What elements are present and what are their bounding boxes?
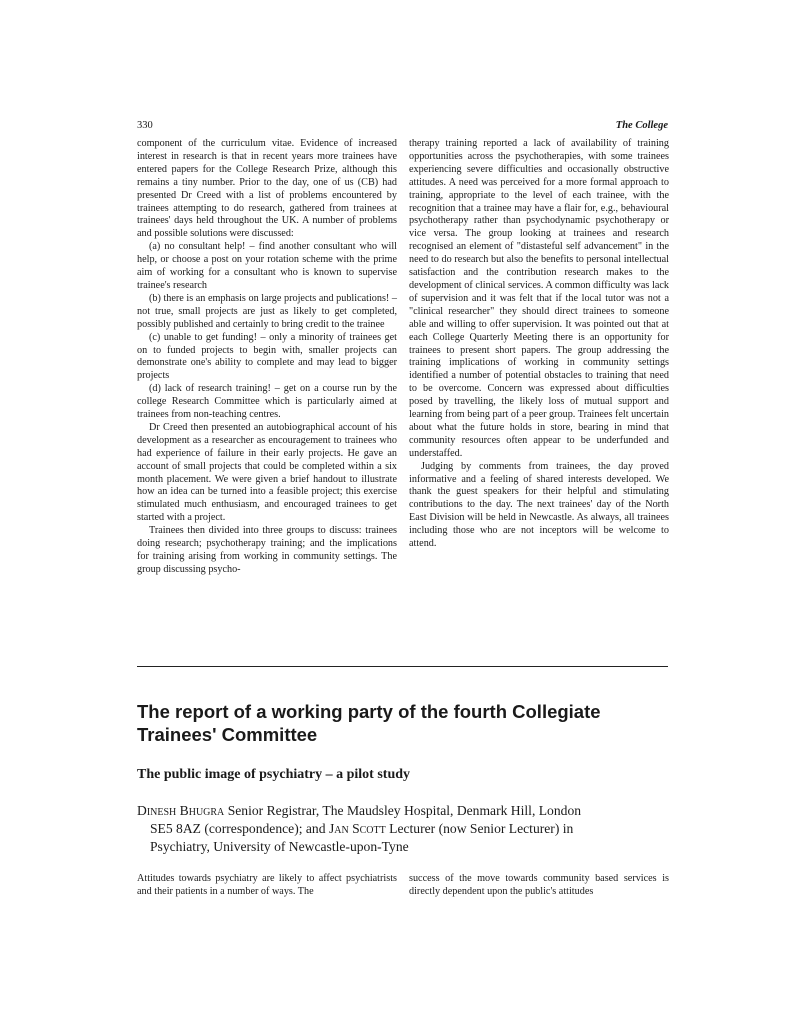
section-divider [137,666,668,667]
page-number: 330 [137,120,153,131]
paragraph: Dr Creed then presented an autobiographical account of his development as a researcher as encouragement to trainees who had experience of failure in their early projects. He gave an account of small projects that could be completed within a six month placement. We were given a brief handout to illustrate how an idea can be turned into a feasible project; this exercise stimulated much enthusiasm, and encouraged trainees to get started with a project. [137,421,397,524]
article-title: The report of a working party of the fourth Collegiate Trainees' Committee [137,701,601,745]
paragraph: (a) no consultant help! – find another consultant who will help, or choose a post on your rotation scheme with the prime aim of working for a consultant who is known to supervise trainee's research [137,241,397,291]
article-subtitle: The public image of psychiatry – a pilot study [137,767,411,782]
paragraph: (d) lack of research training! – get on a course run by the college Research Committee which is particularly aimed at trainees from non-teaching centres. [137,383,397,421]
paragraph: (c) unable to get funding! – only a minority of trainees get on to funded projects to begin with, smaller projects can demonstrate one's ability to complete and may lead to bigger projects [137,331,397,382]
running-head: The College [615,120,668,131]
article-body-right: success of the move towards community based services is directly dependent upon the public's attitudes [409,873,669,897]
affiliation-text: Psychiatry, University of Newcastle-upon-Tyne [150,839,409,854]
author-name: Jan Scott [328,821,386,836]
paragraph: component of the curriculum vitae. Evidence of increased interest in research is that in recent years more trainees have entered papers for the College Research Prize, although this remains a tiny number. Prior to the day, one of us (CB) had presented Dr Creed with a list of problems encountered by trainees attempting to do research, gathered from trainees at trainees' days held throughout the UK. A number of problems and possible solutions were discussed: [137,138,397,240]
left-text-column [137,138,397,577]
paragraph: therapy training reported a lack of availability of training opportunities across the psychotherapies, with some trainees experiencing severe difficulties and occasionally obstructive attitudes. A need was perceived for a more formal approach to training, appropriate to the level of each trainee, with the recognition that a trainee may have a flair for, e.g., behavioural psychotherapy rather than psychodynamic psychotherapy or vice versa. The group looking at trainees and research recognised an element of "distasteful self advancement" in the need to do research but also the benefits to personal intellectual satisfaction and the contribution research makes to the development of clinical services. A common difficulty was lack of supervision and it was felt that if the local tutor was not a "clinical researcher" they should direct trainees to someone able and willing to offer supervision. It was pointed out that at each College Quarterly Meeting there is an opportunity for trainees to present short papers. The group addressing the training implications of working in community settings identified a number of potential obstacles to training that need to be overcome. Concern was expressed about difficulties posed by travelling, the likely loss of mutual support and learning from being part of a peer group. Trainees felt uncertain about what the future holds in store, bearing in mind that community resources often appear to be underfunded and understaffed. [409,138,669,459]
paragraph: Judging by comments from trainees, the day proved informative and a feeling of shared interests developed. We thank the guest speakers for their helpful and stimulating contributions to the day. The next trainees' day of the North East Division will be held in Newcastle. As always, all trainees including those who are not inceptors will be welcome to attend. [409,460,669,550]
paragraph: (b) there is an emphasis on large projects and publications! – not true, small projects are just as likely to get completed, possibly published and certainly to bring credit to the trainee [137,292,397,330]
author-line [137,838,668,856]
affiliation-text: Senior Registrar, The Maudsley Hospital, Denmark Hill, London [224,803,582,818]
author-affiliations [137,802,668,856]
author-name: Dinesh Bhugra [137,803,225,818]
article-body-left: Attitudes towards psychiatry are likely to affect psychiatrists and their patients in a number of ways. The [137,873,397,897]
author-line [137,820,668,838]
paragraph: Trainees then divided into three groups to discuss: trainees doing research; psychotherapy training; and the implications for training arising from working in community settings. The group discussing psycho- [137,525,397,575]
author-line [137,802,668,820]
affiliation-text: Lecturer (now Senior Lecturer) in [385,821,574,836]
right-text-column [409,138,669,551]
affiliation-text: SE5 8AZ (correspondence); and [150,821,329,836]
